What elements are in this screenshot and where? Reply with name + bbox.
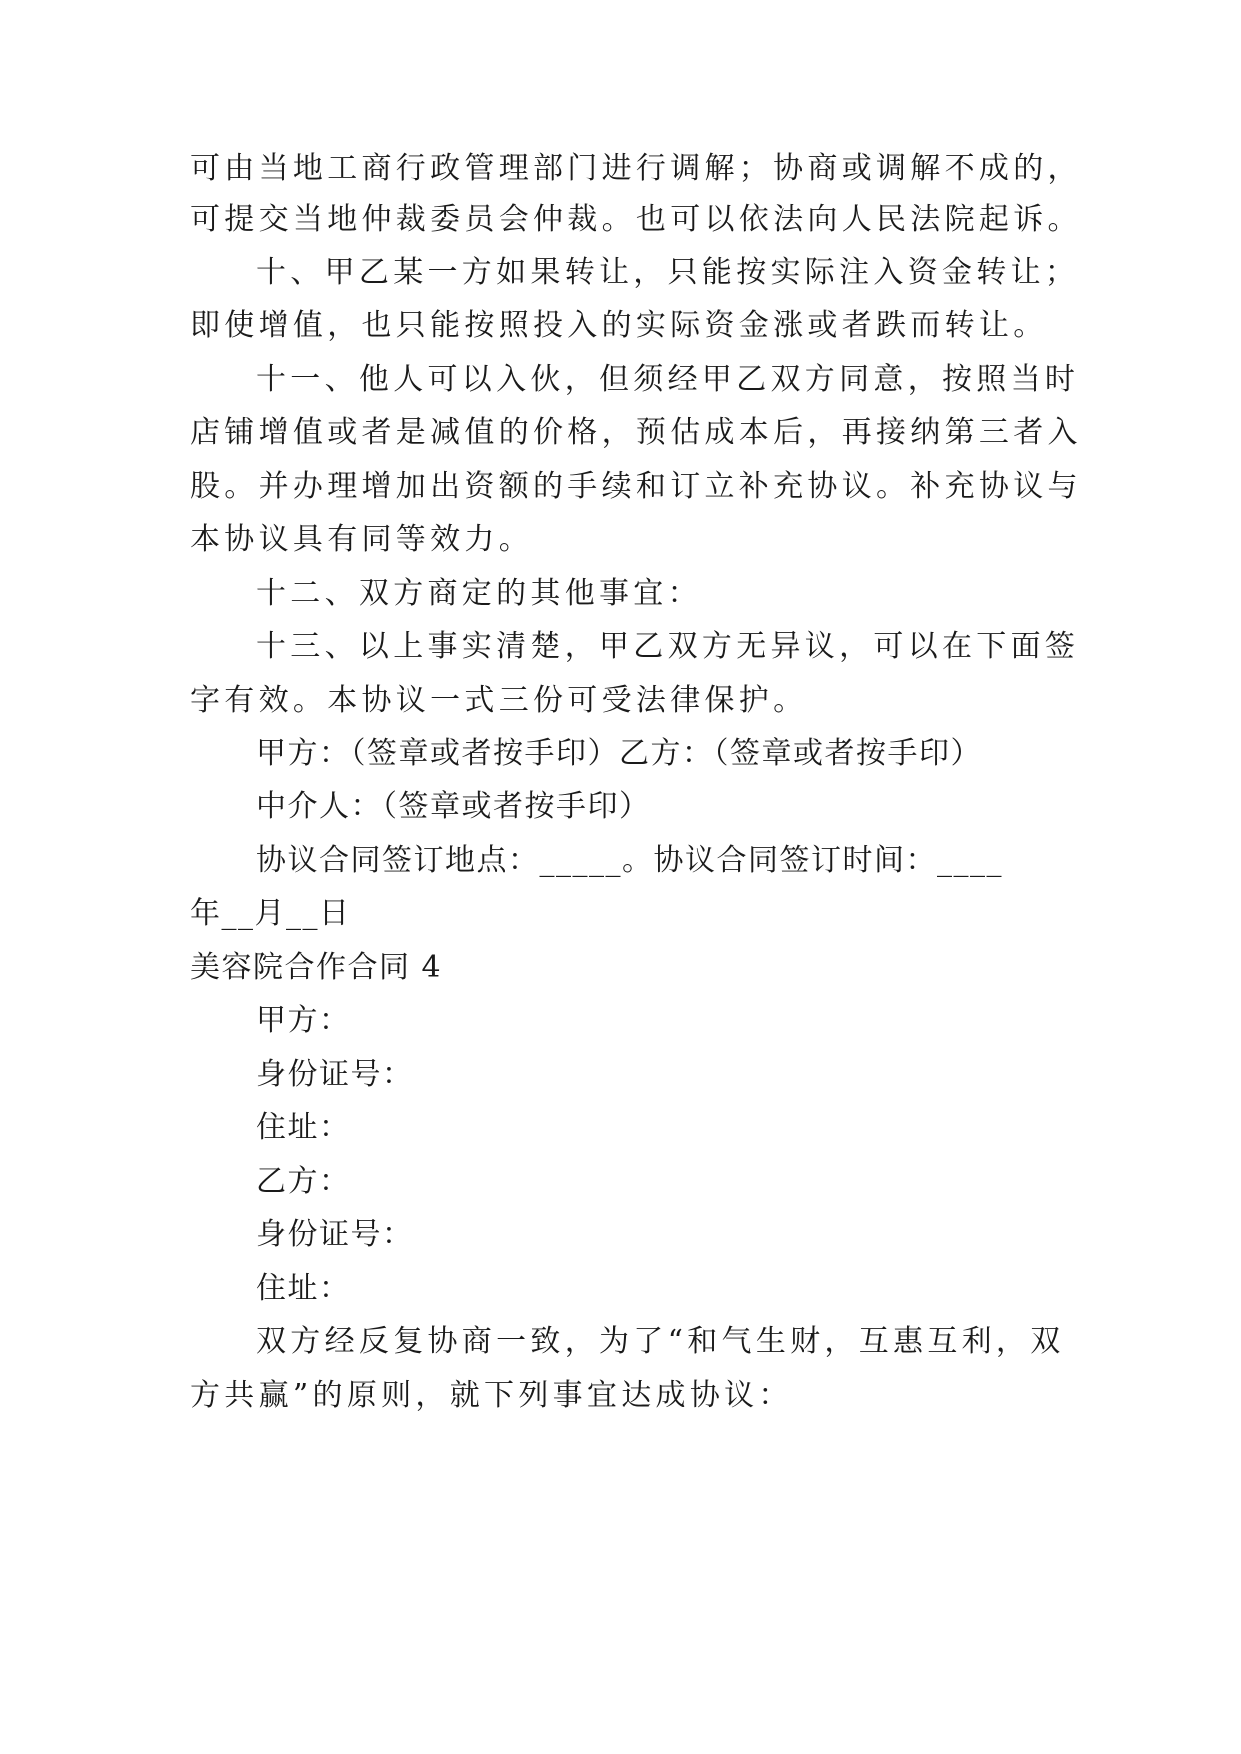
party-b-id-label: 身份证号： bbox=[256, 1217, 414, 1252]
paragraph-line: 店铺增值或者是减值的价格，预估成本后，再接纳第三者入 bbox=[190, 415, 1082, 450]
party-b-label: 乙方： bbox=[256, 1164, 351, 1199]
party-a-address-label: 住址： bbox=[256, 1110, 351, 1145]
paragraph-line: 字有效。本协议一式三份可受法律保护。 bbox=[190, 683, 808, 718]
signature-parties-line: 甲方：（签章或者按手印）乙方：（签章或者按手印） bbox=[256, 736, 982, 771]
clause-12-line: 十二、双方商定的其他事宜： bbox=[256, 576, 702, 611]
paragraph-line: 方共赢”的原则，就下列事宜达成协议： bbox=[190, 1378, 793, 1413]
party-b-address-label: 住址： bbox=[256, 1271, 351, 1306]
paragraph-line: 股。并办理增加出资额的手续和订立补充协议。补充协议与 bbox=[190, 469, 1082, 504]
agreement-intro-line: 双方经反复协商一致，为了“和气生财，互惠互利，双 bbox=[256, 1324, 1065, 1359]
paragraph-line: 可提交当地仲裁委员会仲裁。也可以依法向人民法院起诉。 bbox=[190, 202, 1082, 237]
signing-date-line: 年__月__日 bbox=[190, 896, 351, 931]
party-a-label: 甲方： bbox=[256, 1003, 351, 1038]
signing-place-time-line: 协议合同签订地点：_____。协议合同签订时间：____ bbox=[256, 843, 1003, 878]
clause-10-line: 十、甲乙某一方如果转让，只能按实际注入资金转让； bbox=[256, 255, 1080, 290]
paragraph-line: 可由当地工商行政管理部门进行调解；协商或调解不成的， bbox=[190, 151, 1082, 186]
clause-11-line: 十一、他人可以入伙，但须经甲乙双方同意，按照当时 bbox=[256, 362, 1080, 397]
contract-title: 美容院合作合同 4 bbox=[190, 950, 443, 985]
clause-13-line: 十三、以上事实清楚，甲乙双方无异议，可以在下面签 bbox=[256, 629, 1080, 664]
paragraph-line: 即使增值，也只能按照投入的实际资金涨或者跌而转让。 bbox=[190, 308, 1048, 343]
intermediary-signature-line: 中介人：（签章或者按手印） bbox=[256, 789, 651, 824]
paragraph-line: 本协议具有同等效力。 bbox=[190, 522, 533, 557]
party-a-id-label: 身份证号： bbox=[256, 1057, 414, 1092]
